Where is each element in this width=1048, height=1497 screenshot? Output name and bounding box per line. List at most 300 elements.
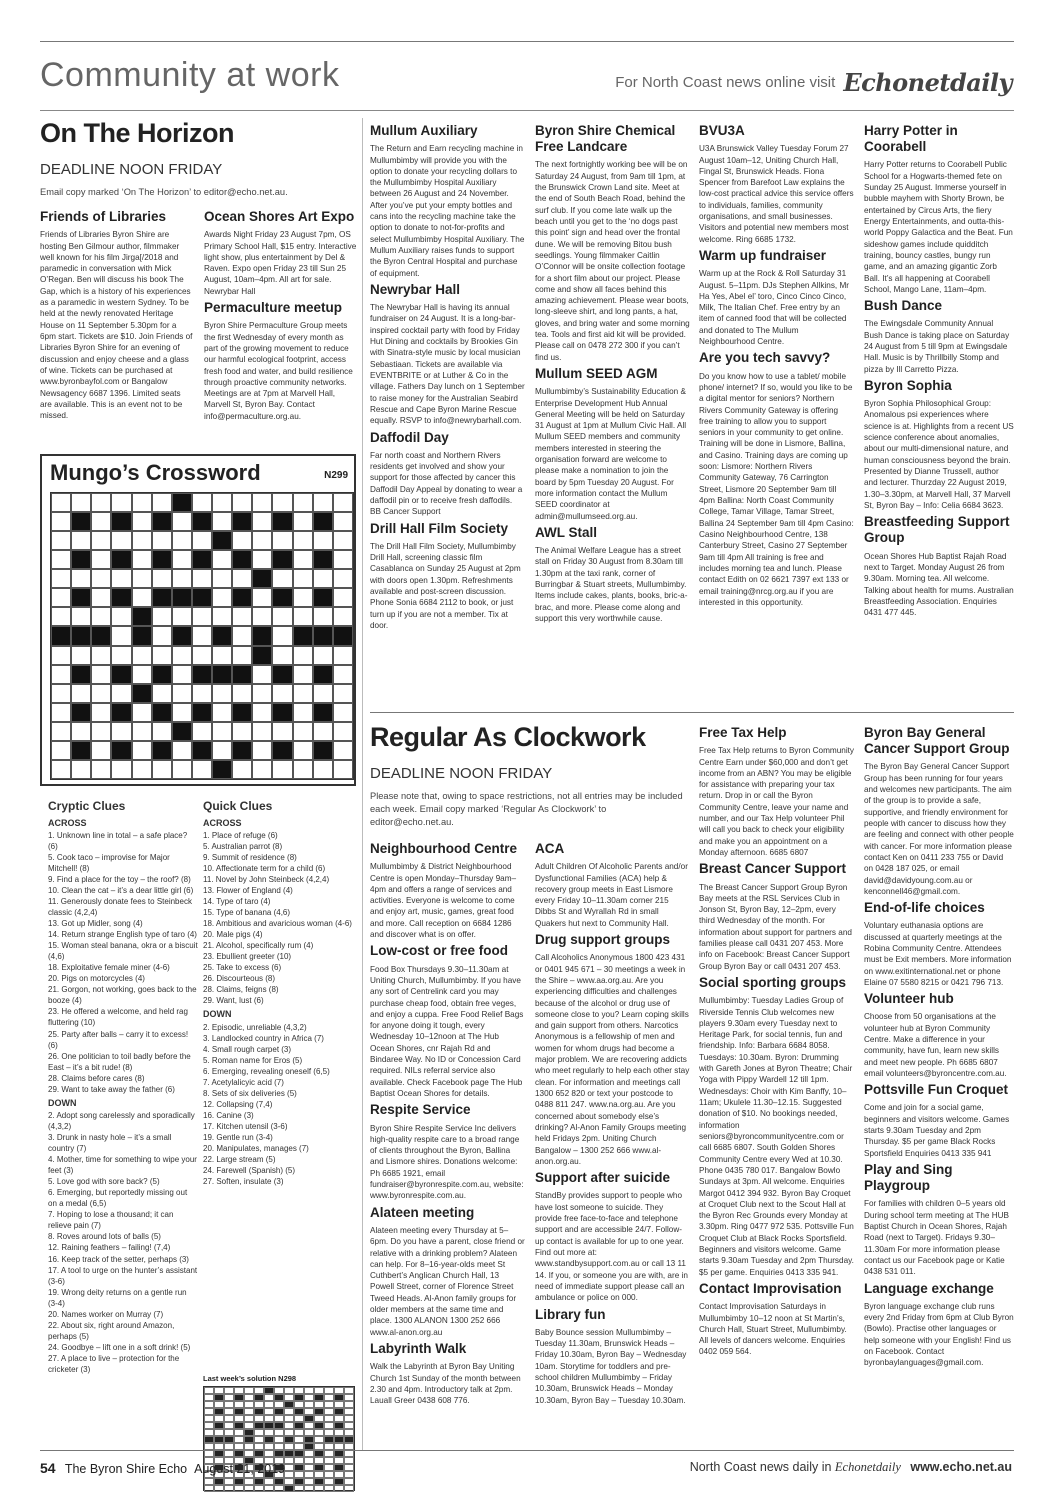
grid-cell[interactable] [172, 646, 192, 665]
solution-cell [224, 1387, 234, 1394]
clue-item: 22. About six, right around Amazon, perhaps (5) [48, 1320, 175, 1341]
grid-cell[interactable] [212, 722, 232, 741]
grid-cell[interactable] [51, 646, 71, 665]
grid-cell[interactable] [51, 512, 71, 531]
grid-cell[interactable] [91, 741, 111, 760]
solution-cell [324, 1450, 334, 1457]
solution-cell [234, 1394, 244, 1401]
grid-cell[interactable] [333, 741, 353, 760]
grid-cell[interactable] [252, 550, 272, 569]
solution-cell [334, 1436, 344, 1443]
grid-cell [313, 665, 333, 684]
grid-cell[interactable] [272, 626, 292, 645]
grid-cell[interactable] [212, 493, 232, 512]
grid-cell[interactable] [111, 607, 131, 626]
solution-cell [314, 1422, 324, 1429]
grid-cell[interactable] [192, 531, 212, 550]
grid-cell[interactable] [71, 760, 91, 779]
grid-cell[interactable] [172, 550, 192, 569]
grid-cell[interactable] [313, 684, 333, 703]
grid-cell[interactable] [152, 646, 172, 665]
solution-cell [324, 1443, 334, 1450]
grid-cell[interactable] [252, 741, 272, 760]
grid-cell[interactable] [132, 741, 152, 760]
solution-cell [324, 1401, 334, 1408]
grid-cell[interactable] [51, 493, 71, 512]
solution-cell [204, 1478, 214, 1485]
solution-cell [344, 1401, 354, 1408]
clue-item: 20. Pigs on motorcycles (4) [48, 974, 145, 984]
article-title: Friends of Libraries [40, 209, 167, 224]
grid-cell[interactable] [252, 722, 272, 741]
grid-cell[interactable] [192, 760, 212, 779]
grid-cell[interactable] [91, 588, 111, 607]
grid-cell[interactable] [172, 512, 192, 531]
grid-cell[interactable] [132, 493, 152, 512]
footer-url[interactable]: www.echo.net.au [910, 1460, 1012, 1474]
article-body: Choose from 50 organisations at the volunteer hub at Byron Community Centre. Make a difference in your community, have fun, learn new skills and meet new people. Ph 6685 6807 email volunteers@byroncentre.com.au. [864, 1012, 1007, 1078]
grid-cell[interactable] [333, 569, 353, 588]
grid-cell[interactable] [272, 493, 292, 512]
grid-cell[interactable] [91, 760, 111, 779]
solution-cell [314, 1464, 324, 1471]
solution-cell [344, 1471, 354, 1478]
grid-cell[interactable] [293, 703, 313, 722]
grid-cell[interactable] [192, 626, 212, 645]
grid-cell[interactable] [232, 607, 252, 626]
grid-cell[interactable] [333, 646, 353, 665]
grid-cell[interactable] [132, 760, 152, 779]
grid-cell[interactable] [111, 684, 131, 703]
grid-cell[interactable] [91, 703, 111, 722]
grid-cell[interactable] [293, 550, 313, 569]
grid-cell[interactable] [152, 531, 172, 550]
clue-item: 26. One politician to toil badly before the East – it’s a bit rude! (8) [48, 1051, 191, 1072]
clue-item: 21. Gorgon, not working, goes back to the booze (4) [48, 985, 197, 1006]
grid-cell [232, 703, 252, 722]
grid-cell[interactable] [91, 531, 111, 550]
grid-cell[interactable] [172, 703, 192, 722]
grid-cell[interactable] [192, 607, 212, 626]
grid-cell[interactable] [293, 531, 313, 550]
grid-cell[interactable] [152, 493, 172, 512]
solution-cell [264, 1408, 274, 1415]
horizon-title: On The Horizon [40, 118, 234, 148]
solution-cell [274, 1450, 284, 1457]
grid-cell[interactable] [212, 741, 232, 760]
grid-cell[interactable] [192, 684, 212, 703]
article-title: Volunteer hub [864, 991, 954, 1007]
grid-cell[interactable] [192, 493, 212, 512]
grid-cell[interactable] [51, 665, 71, 684]
solution-cell [304, 1422, 314, 1429]
clue-item: 20. Manipulates, manages (7) [203, 1144, 309, 1154]
grid-cell[interactable] [71, 531, 91, 550]
grid-cell[interactable] [192, 646, 212, 665]
grid-cell[interactable] [333, 665, 353, 684]
solution-cell [284, 1457, 294, 1464]
grid-cell[interactable] [252, 531, 272, 550]
grid-cell[interactable] [132, 531, 152, 550]
grid-cell[interactable] [51, 722, 71, 741]
grid-cell[interactable] [293, 607, 313, 626]
solution-cell [324, 1471, 334, 1478]
crossword-grid[interactable] [50, 492, 354, 780]
grid-cell[interactable] [293, 722, 313, 741]
grid-cell [192, 703, 212, 722]
article-body: StandBy provides support to people who have lost someone to suicide. They provide free face-to-face and telephone support and are accessible 24/7. Follow-up contact is available for up to one year. Find out more at: www.standbysupport.com.au or call 13 11 14. If you, or someone you are with, are in need of immediate support please call an ambulance or police on 000. [535, 1191, 688, 1303]
grid-cell[interactable] [91, 646, 111, 665]
solution-cell [294, 1450, 304, 1457]
echonetdaily-logo[interactable]: Echonetdaily [843, 68, 1012, 97]
solution-cell [244, 1478, 254, 1485]
article-title: Mullum Auxiliary [370, 123, 478, 138]
grid-cell[interactable] [111, 626, 131, 645]
solution-cell [284, 1415, 294, 1422]
grid-cell[interactable] [333, 760, 353, 779]
article-body: Mullumbimby’s Sustainability Education & Enterprise Development Hub Annual General Meeting will be held on Saturday 31 August at 1pm at Mullum Civic Hall. All Mullum SEED members and community members interested in steering the organisation forward are welcome to please make a nomination to join the board by 5pm Tuesday 20 August. For more information contact the Mullum SEED coordinator at admin@mullumseed.org.au. [535, 387, 687, 521]
grid-cell[interactable] [212, 684, 232, 703]
grid-cell[interactable] [313, 722, 333, 741]
solution-cell [294, 1422, 304, 1429]
grid-cell[interactable] [232, 684, 252, 703]
article-body: Warm up at the Rock & Roll Saturday 31 August. 5–11pm. DJs Stephen Allkins, Mr Ha Yes, Abel el’ toro, Cinco Cinco Cinco, Milk, The Italian Chef. Free entry by an item of canned food that will be collected and donated to The Mullum Neighbourhood Centre. [699, 269, 850, 347]
grid-cell[interactable] [71, 646, 91, 665]
grid-cell[interactable] [212, 512, 232, 531]
grid-cell[interactable] [152, 684, 172, 703]
grid-cell[interactable] [313, 760, 333, 779]
grid-cell[interactable] [293, 665, 313, 684]
solution-cell [344, 1408, 354, 1415]
grid-cell[interactable] [212, 703, 232, 722]
grid-cell[interactable] [132, 646, 152, 665]
grid-cell[interactable] [293, 569, 313, 588]
grid-cell [172, 588, 192, 607]
grid-cell [333, 626, 353, 645]
grid-cell[interactable] [252, 588, 272, 607]
solution-cell [314, 1415, 324, 1422]
article-col-5 [699, 120, 854, 700]
grid-cell[interactable] [272, 569, 292, 588]
grid-cell [272, 741, 292, 760]
clockwork-deadline: DEADLINE NOON FRIDAY [370, 765, 553, 782]
grid-cell[interactable] [333, 607, 353, 626]
clue-item: 5. Australian parrot (8) [203, 841, 283, 851]
solution-cell [244, 1387, 254, 1394]
grid-cell[interactable] [111, 569, 131, 588]
solution-cell [214, 1485, 224, 1492]
article-title: Breastfeeding Support Group [864, 514, 1010, 546]
online-text: For North Coast news online visit [615, 74, 836, 91]
grid-cell[interactable] [172, 569, 192, 588]
cryptic-down-list [48, 1110, 198, 1375]
solution-cell [284, 1464, 294, 1471]
solution-cell [204, 1443, 214, 1450]
grid-cell[interactable] [51, 703, 71, 722]
grid-cell[interactable] [272, 646, 292, 665]
grid-cell[interactable] [71, 607, 91, 626]
solution-cell [224, 1415, 234, 1422]
grid-cell[interactable] [293, 493, 313, 512]
grid-cell[interactable] [313, 569, 333, 588]
grid-cell[interactable] [111, 531, 131, 550]
cryptic-clues [48, 798, 198, 1375]
grid-cell[interactable] [51, 550, 71, 569]
grid-cell [152, 741, 172, 760]
solution-cell [304, 1387, 314, 1394]
grid-cell[interactable] [91, 512, 111, 531]
grid-cell[interactable] [192, 569, 212, 588]
grid-cell[interactable] [333, 684, 353, 703]
grid-cell[interactable] [272, 760, 292, 779]
solution-cell [264, 1485, 274, 1492]
solution-cell [294, 1464, 304, 1471]
grid-cell[interactable] [333, 703, 353, 722]
grid-cell[interactable] [212, 588, 232, 607]
grid-cell[interactable] [91, 493, 111, 512]
grid-cell[interactable] [313, 531, 333, 550]
quick-clues [203, 798, 355, 1187]
solution-cell [344, 1422, 354, 1429]
grid-cell[interactable] [71, 684, 91, 703]
grid-cell[interactable] [51, 569, 71, 588]
solution-cell [334, 1415, 344, 1422]
grid-cell [71, 626, 91, 645]
clue-item: 18. Ambitious and avaricious woman (4-6) [203, 919, 352, 929]
article-title: Social sporting groups [699, 975, 847, 990]
grid-cell[interactable] [172, 665, 192, 684]
grid-cell[interactable] [313, 646, 333, 665]
grid-cell[interactable] [152, 760, 172, 779]
grid-cell[interactable] [252, 493, 272, 512]
article-title: Ocean Shores Art Expo [204, 209, 355, 224]
grid-cell[interactable] [232, 626, 252, 645]
grid-cell[interactable] [293, 512, 313, 531]
grid-cell [71, 741, 91, 760]
last-week-solution [203, 1374, 355, 1496]
quick-title: Quick Clues [203, 799, 273, 813]
grid-cell[interactable] [272, 684, 292, 703]
grid-cell [172, 722, 192, 741]
grid-cell[interactable] [333, 512, 353, 531]
solution-cell [344, 1387, 354, 1394]
grid-cell[interactable] [172, 760, 192, 779]
grid-cell[interactable] [91, 569, 111, 588]
grid-cell[interactable] [232, 646, 252, 665]
section-title: Community at work [40, 56, 340, 94]
solution-cell [244, 1408, 254, 1415]
article-title: Breast Cancer Support [699, 861, 847, 877]
grid-cell[interactable] [272, 722, 292, 741]
grid-cell[interactable] [111, 760, 131, 779]
article-body: The Breast Cancer Support Group Byron Bay meets at the RSL Services Club in Jonson St, Byron Bay, 12–2pm, every third Wednesday of the month. For information about support for partners and families please call 0431 207 453. More info on Facebook: Breast Cancer Support Group Byron Bay or call 0431 207 453. [699, 882, 852, 971]
clue-item: 23. He offered a welcome, and held rag fluttering (10) [48, 1007, 188, 1028]
grid-cell[interactable] [333, 531, 353, 550]
grid-cell[interactable] [232, 493, 252, 512]
grid-cell[interactable] [232, 760, 252, 779]
grid-cell[interactable] [51, 684, 71, 703]
grid-cell[interactable] [212, 569, 232, 588]
grid-cell[interactable] [232, 569, 252, 588]
grid-cell[interactable] [333, 722, 353, 741]
grid-cell[interactable] [132, 569, 152, 588]
grid-cell[interactable] [232, 531, 252, 550]
grid-cell[interactable] [172, 531, 192, 550]
grid-cell[interactable] [212, 550, 232, 569]
solution-cell [234, 1387, 244, 1394]
grid-cell[interactable] [132, 665, 152, 684]
grid-cell[interactable] [272, 607, 292, 626]
grid-cell[interactable] [313, 607, 333, 626]
solution-cell [304, 1450, 314, 1457]
article-body: Walk the Labyrinth at Byron Bay Uniting Church 1st Sunday of the month between 2.30 and 4pm. Introductory talk at 2pm. Lauall Greer 0438 608 776. [370, 1362, 521, 1406]
solution-cell [254, 1443, 264, 1450]
solution-cell [334, 1443, 344, 1450]
article-title: Harry Potter in Coorabell [864, 123, 958, 155]
grid-cell[interactable] [111, 493, 131, 512]
article-body: The Byron Bay General Cancer Support Group has been running for four years and welcomes new participants. The aim of the group is to provide a safe, supportive, and friendly environment for people with cancer to discuss how they are feeling and connect with other people with cancer. For more information please contact Ken on 0411 233 755 or David on 0428 187 025, or email david@davidyoung.com.au or kenconnell46@gmail.com. [864, 762, 1014, 896]
grid-cell[interactable] [51, 607, 71, 626]
cryptic-across-list [48, 830, 198, 1095]
grid-cell[interactable] [71, 493, 91, 512]
across-heading: ACROSS [203, 817, 242, 828]
grid-cell[interactable] [132, 588, 152, 607]
solution-cell [334, 1464, 344, 1471]
grid-cell[interactable] [172, 741, 192, 760]
clue-item: 7. Acetylalicyic acid (7) [203, 1078, 284, 1088]
grid-cell[interactable] [252, 684, 272, 703]
grid-cell[interactable] [293, 760, 313, 779]
clockwork-block [370, 722, 690, 840]
grid-cell[interactable] [232, 722, 252, 741]
grid-cell[interactable] [152, 626, 172, 645]
clue-item: 6. Emerging, revealing oneself (6,5) [203, 1066, 330, 1076]
grid-cell[interactable] [313, 493, 333, 512]
grid-cell[interactable] [71, 722, 91, 741]
solution-cell [244, 1485, 254, 1492]
solution-cell [204, 1422, 214, 1429]
grid-cell[interactable] [111, 722, 131, 741]
solution-cell [324, 1415, 334, 1422]
solution-cell [314, 1478, 324, 1485]
grid-cell[interactable] [293, 646, 313, 665]
footer-rule [40, 1450, 1014, 1451]
grid-cell[interactable] [111, 646, 131, 665]
grid-cell[interactable] [252, 760, 272, 779]
grid-cell[interactable] [91, 550, 111, 569]
grid-cell[interactable] [252, 665, 272, 684]
article-title: Byron Bay General Cancer Support Group [864, 725, 1010, 757]
grid-cell[interactable] [51, 741, 71, 760]
grid-cell [252, 626, 272, 645]
bottom-col-2 [535, 838, 690, 1450]
grid-cell[interactable] [293, 741, 313, 760]
solution-cell [334, 1471, 344, 1478]
solution-cell [254, 1401, 264, 1408]
grid-cell[interactable] [192, 722, 212, 741]
grid-cell[interactable] [212, 607, 232, 626]
grid-cell [313, 703, 333, 722]
solution-cell [294, 1471, 304, 1478]
clue-item: 2. Adopt song carelessly and sporadically (4,3,2) [48, 1111, 195, 1132]
solution-cell [344, 1457, 354, 1464]
solution-cell [334, 1485, 344, 1492]
solution-cell [234, 1422, 244, 1429]
across-heading: ACROSS [48, 817, 87, 828]
clue-item: 10. Clean the cat – it’s a dear little girl (6) [48, 886, 194, 896]
solution-cell [274, 1478, 284, 1485]
grid-cell[interactable] [132, 703, 152, 722]
solution-cell [234, 1436, 244, 1443]
grid-cell[interactable] [51, 760, 71, 779]
grid-cell[interactable] [51, 588, 71, 607]
grid-cell[interactable] [172, 684, 192, 703]
grid-cell[interactable] [333, 550, 353, 569]
article-body: Baby Bounce session Mullumbimby – Tuesday 11.30am, Brunswick Heads – Friday 10.30am, Byron Bay – Wednesday 10am. Storytime for toddlers and pre-school children Mullumbimby – Friday 10.30am, Brunswick Heads – Monday 10.30am, Byron Bay – Tuesday 10.30am. [535, 1327, 687, 1405]
article-title: Newrybar Hall [370, 281, 461, 297]
grid-cell [71, 703, 91, 722]
article-title: Alateen meeting [370, 1204, 475, 1220]
solution-cell [344, 1478, 354, 1485]
grid-cell[interactable] [132, 722, 152, 741]
grid-cell [111, 665, 131, 684]
solution-cell [254, 1387, 264, 1394]
article-title: Labyrinth Walk [370, 1341, 467, 1356]
clue-item: 5. Roman name for Eros (5) [203, 1055, 303, 1065]
grid-cell [152, 550, 172, 569]
solution-cell [234, 1415, 244, 1422]
grid-cell[interactable] [252, 703, 272, 722]
article-body: The Return and Earn recycling machine in Mullumbimby will provide you with the option to donate your recycling dollars to the Mullumbimby Hospital Auxiliary between 26 August and 24 November. After you’ve put your empty bottles and cans into the recycling machine take the option to donate to not-for-profits and select Mullumbimby Hospital Auxiliary. The Mullum Auxiliary raises funds to support the Byron Central Hospital and purchase of equipment. [370, 144, 525, 278]
grid-cell[interactable] [333, 588, 353, 607]
clue-item: 12. Raining feathers – failing! (7,4) [48, 1243, 171, 1253]
grid-cell[interactable] [333, 493, 353, 512]
grid-cell[interactable] [212, 646, 232, 665]
solution-cell [224, 1443, 234, 1450]
clue-item: 29. Want, lust (6) [203, 996, 264, 1006]
solution-cell [224, 1436, 234, 1443]
clue-item: 1. Unknown line in total – a safe place? (6) [48, 830, 188, 851]
grid-cell[interactable] [132, 512, 152, 531]
grid-cell[interactable] [152, 722, 172, 741]
grid-cell[interactable] [71, 569, 91, 588]
grid-cell[interactable] [152, 569, 172, 588]
grid-cell [212, 665, 232, 684]
grid-cell [232, 588, 252, 607]
grid-cell[interactable] [252, 512, 272, 531]
grid-cell [111, 741, 131, 760]
clue-item: 11. Novel by John Steinbeck (4,2,4) [203, 875, 330, 885]
grid-cell[interactable] [91, 722, 111, 741]
grid-cell[interactable] [272, 531, 292, 550]
grid-cell[interactable] [91, 684, 111, 703]
grid-cell[interactable] [252, 607, 272, 626]
grid-cell[interactable] [91, 607, 111, 626]
grid-cell [152, 703, 172, 722]
grid-cell[interactable] [132, 550, 152, 569]
grid-cell[interactable] [152, 607, 172, 626]
grid-cell[interactable] [293, 588, 313, 607]
solution-cell [224, 1422, 234, 1429]
grid-cell[interactable] [172, 607, 192, 626]
solution-cell [214, 1415, 224, 1422]
grid-cell [313, 741, 333, 760]
grid-cell[interactable] [91, 665, 111, 684]
grid-cell [152, 588, 172, 607]
grid-cell[interactable] [51, 531, 71, 550]
solution-cell [244, 1401, 254, 1408]
grid-cell[interactable] [293, 684, 313, 703]
